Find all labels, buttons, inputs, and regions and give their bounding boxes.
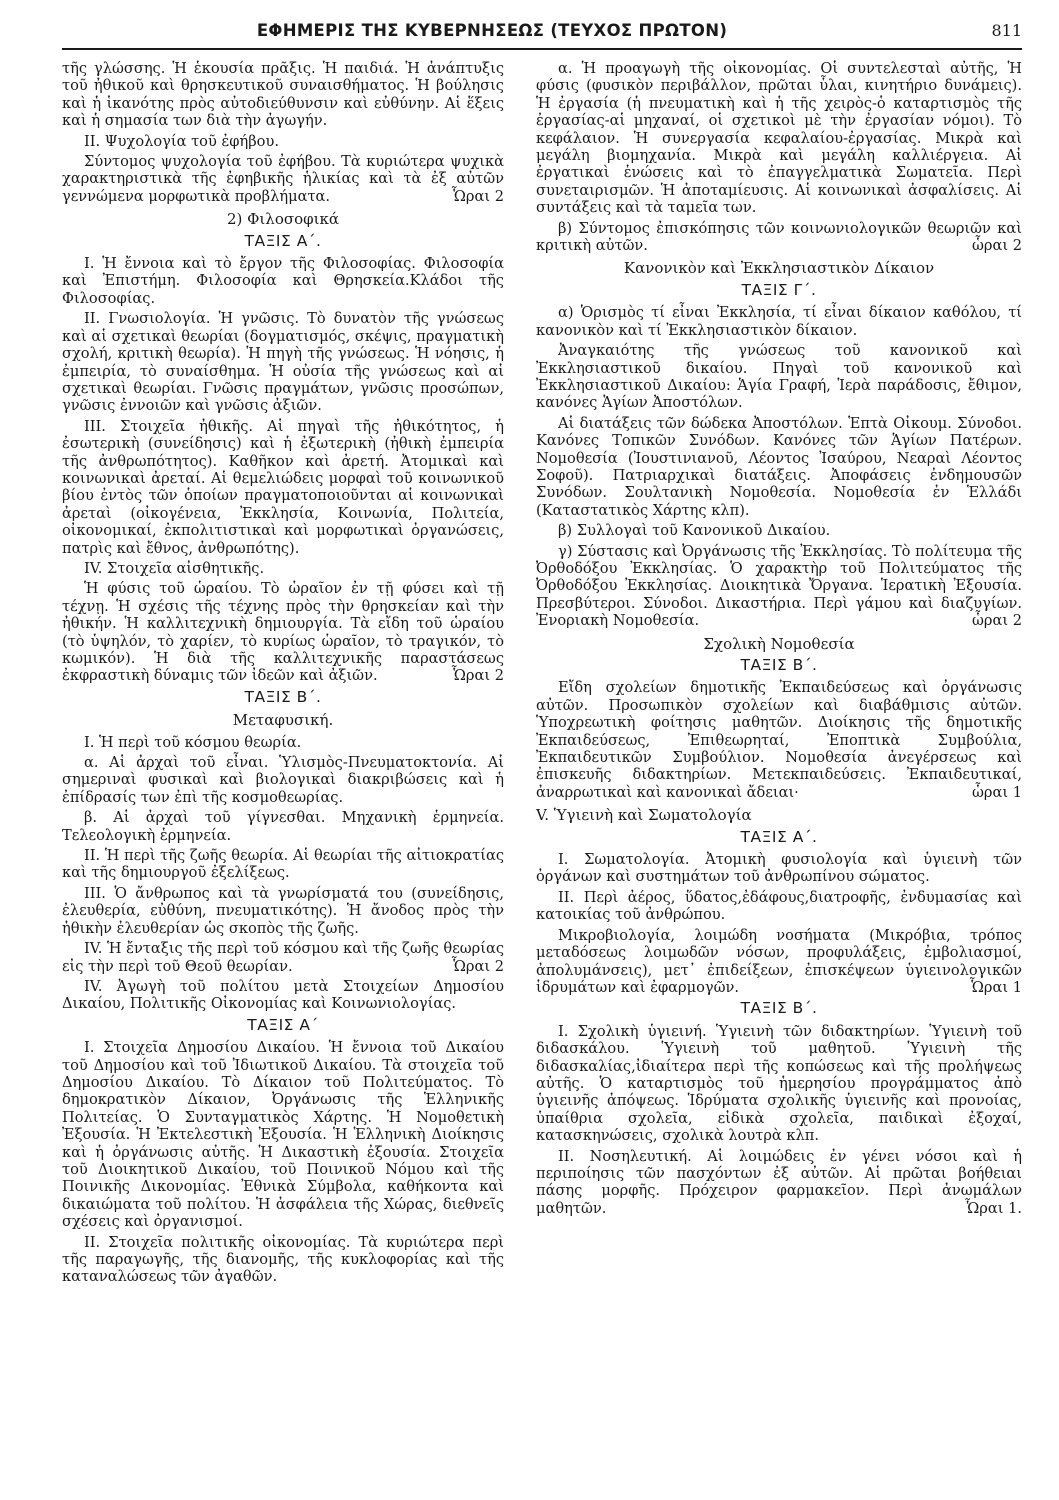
paragraph: Ἀναγκαιότης τῆς γνώσεως τοῦ κανονικοῦ καὶ Ἐκκλησιαστικοῦ δικαίου. Πηγαὶ τοῦ κανονικοῦ καὶ Ἐκκλησιαστικοῦ Δικαίου: Ἁγία Γραφή, Ἱερὰ παράδοσις, ἔθιμον, κανόνες Ἁγίων Ἀποστόλων. — [536, 342, 1022, 412]
paragraph: β. Αἱ ἀρχαὶ τοῦ γίγνεσθαι. Μηχανικὴ ἑρμηνεία. Τελεολογικὴ ἑρμηνεία. — [62, 809, 504, 844]
gazette-title: ΕΦΗΜΕΡΙΣ ΤΗΣ ΚΥΒΕΡΝΗΣΕΩΣ (ΤΕΥΧΟΣ ΠΡΩΤΟΝ) — [256, 21, 728, 40]
header-rule — [62, 48, 1022, 50]
class-heading: ΤΑΞΙΣ Α΄ — [247, 1015, 319, 1034]
section-title: V. Ὑγιεινὴ καὶ Σωματολογία — [536, 806, 752, 825]
paragraph: τῆς γλώσσης. Ἡ ἑκουσία πρᾶξις. Ἡ παιδιά. Ἡ ἀνάπτυξις τοῦ ἠθικοῦ καὶ θρησκευτικοῦ συναισθήματος. Ἡ βούλησις καὶ ἡ ἱκανότης πρὸς αὐτοδιεύθυνσιν καὶ εὐθύνην. Αἱ ἕξεις καὶ ἡ σημασία των διὰ τὴν ἀγωγήν. — [62, 60, 504, 130]
paragraph — [536, 679, 1022, 801]
paragraph — [62, 580, 504, 684]
paragraph: ΙΙΙ. Στοιχεῖα ἠθικῆς. Αἱ πηγαὶ τῆς ἠθικότητος, ἡ ἐσωτερικὴ (συνείδησις) καὶ ἡ ἐξωτερικὴ (ἠθικὴ ἐμπειρία τῆς ἀνθρωπότητος). Καθῆκον καὶ ἀρετή. Ἀτομικαὶ καὶ κοινωνικαὶ ἀρεταί. Αἱ θεμελιώδεις μορφαὶ τοῦ κοινωνικοῦ βίου ἐντὸς τῶν ὁποίων πραγματοποιοῦνται αἱ κοινωνικαὶ ἀρεταὶ (οἰκογένεια, Ἐκκλησία, Κοινωνία, Πολιτεία, οἰκονομικαί, ἐκπολιτιστικαὶ καὶ μορφωτικαὶ ὀργανώσεις, πατρὶς καὶ ἔθνος, ἀνθρωπότης). — [62, 417, 504, 557]
paragraph-text: Εἴδη σχολείων δημοτικῆς Ἐκπαιδεύσεως καὶ ὀργάνωσις αὐτῶν. Προσωπικὸν σχολείων καὶ διαβάθμισις αὐτῶν. Ὑποχρεωτικὴ φοίτησις μαθητῶν. Διοίκησις τῆς δημοτικῆς Ἐκπαιδεύσεως, Ἐπιθεωρηταί, Ἐποπτικὰ Συμβούλια, Ἐκπαιδευτικῶν Συμβούλιον. Νομοθεσία ἀνεγέρσεως καὶ ἐπισκευῆς διδακτηρίων. Μετεκπαιδεύσεις. Ἐκπαιδευτικαί, ἀναρρωτικαὶ καὶ κανονικαὶ ἄδειαι· — [536, 679, 1022, 801]
class-heading: ΤΑΞΙΣ Α΄. — [740, 827, 818, 846]
class-heading: ΤΑΞΙΣ Γ΄. — [741, 280, 817, 299]
paragraph: ΙΙΙ. Ὁ ἄνθρωπος καὶ τὰ γνωρίσματά του (συνείδησις, ἐλευθερία, εὐθύνη, πνευματικότης). Ἡ ἄνοδος πρὸς τὴν ἠθικὴν ἐλευθερίαν ὡς σκοπὸς τῆς ζωῆς. — [62, 884, 504, 937]
hours-note: Ὧραι 1. — [965, 1199, 1022, 1217]
paragraph-text: Μικροβιολογία, λοιμώδη νοσήματα (Μικρόβια, τρόπος μεταδόσεως λοιμωδῶν νόσων, προφυλάξεις, ἐμβολιασμοί, ἀπολυμάνσεις), μετ᾿ ἐπιδείξεων, ἐπισκέψεων ὑγιεινολογικῶν ἱδρυμάτων καὶ ἐφαρμογῶν. — [536, 926, 1022, 996]
paragraph — [536, 220, 1022, 255]
paragraph: Ι. Σωματολογία. Ἀτομικὴ φυσιολογία καὶ ὑγιεινὴ τῶν ὀργάνων καὶ συστημάτων τοῦ ἀνθρωπίνου σώματος. — [536, 851, 1022, 886]
hours-note: ὧραι 1 — [972, 783, 1022, 801]
hours-note: Ὧραι 2 — [451, 957, 504, 975]
hours-note: Ὧραι 2 — [451, 187, 504, 205]
class-heading: ΤΑΞΙΣ Β΄. — [244, 687, 322, 706]
paragraph — [536, 927, 1022, 997]
paragraph-text: ΙV. Ἡ ἔνταξις τῆς περὶ τοῦ κόσμου καὶ τῆς ζωῆς θεωρίας εἰς τὴν περὶ τοῦ Θεοῦ θεωρίαν. — [62, 940, 505, 975]
section-title: Σχολικὴ Νομοθεσία — [703, 634, 855, 653]
paragraph-text: ΙΙ. Νοσηλευτική. Αἱ λοιμώδεις ἐν γένει νόσοι καὶ ἡ περιποίησις τῶν πασχόντων ἐξ αὐτῶν. Αἱ πρῶται βοήθειαι πάσης μορφῆς. Πρόχειρον φαρμακεῖον. Περὶ ἀνωμάλων μαθητῶν. — [536, 1147, 1022, 1217]
section-title: Μεταφυσική. — [232, 711, 334, 730]
subsection-heading: β) Συλλογαὶ τοῦ Κανονικοῦ Δικαίου. — [558, 522, 831, 540]
paragraph-text: Σύντομος ψυχολογία τοῦ ἐφήβου. Τὰ κυριώτερα ψυχικὰ χαρακτηριστικὰ τῆς ἐφηβικῆς ἡλικίας καὶ τὰ ἐξ αὐτῶν γεννώμενα μορφωτικὰ προβλήματα. — [62, 153, 504, 205]
paragraph — [536, 1148, 1022, 1218]
class-heading: ΤΑΞΙΣ Β΄. — [740, 656, 818, 674]
section-title: Κανονικὸν καὶ Ἐκκλησιαστικὸν Δίκαιον — [623, 259, 935, 278]
paragraph-text: β) Σύντομος ἐπισκόπησις τῶν κοινωνιολογικῶν θεωριῶν καὶ κριτικὴ αὐτῶν. — [536, 219, 1022, 255]
paragraph — [62, 153, 504, 205]
class-heading: ΤΑΞΙΣ Α΄. — [244, 231, 322, 250]
paragraph: ΙΙ. Περὶ ἀέρος, ὕδατος,ἐδάφους,διατροφῆς, ἐνδυμασίας καὶ κατοικίας τοῦ ἀνθρώπου. — [536, 888, 1022, 924]
hours-note: ὧραι 2 — [972, 612, 1022, 630]
page-header — [62, 22, 1022, 48]
section-title: 2) Φιλοσοφικά — [226, 210, 340, 229]
hours-note: Ὧραι 1 — [969, 978, 1022, 996]
subsection-heading: Ι. Ἡ περὶ τοῦ κόσμου θεωρία. — [84, 733, 302, 751]
paragraph: Ι. Στοιχεῖα Δημοσίου Δικαίου. Ἡ ἔννοια τοῦ Δικαίου τοῦ Δημοσίου καὶ τοῦ Ἰδιωτικοῦ Δικαίου. Τὰ στοιχεῖα τοῦ Δημοσίου Δικαίου. Τὸ Δίκαιον τοῦ Πολιτεύματος. Τὸ δημοκρατικὸν Δίκαιον, Ὀργάνωσις τῆς Ἑλληνικῆς Πολιτείας. Ὁ Συνταγματικὸς Χάρτης. Ἡ Νομοθετικὴ Ἐξουσία. Ἡ Ἐκτελεστικὴ Ἐξουσία. Ἡ Ἑλληνικὴ Διοίκησις καὶ ἡ ὀργάνωσις αὐτῆς. Ἡ Δικαστικὴ ἐξουσία. Στοιχεῖα τοῦ Διοικητικοῦ Δικαίου, τοῦ Ποινικοῦ Νόμου καὶ τῆς Ποινικῆς Δικονομίας. Ἐθνικὰ Σύμβολα, καθήκοντα καὶ δικαιώματα τοῦ πολίτου. Ἡ ἀσφάλεια τῆς Χώρας, διεθνεῖς σχέσεις καὶ ὀργανισμοί. — [62, 1039, 504, 1231]
hours-note: Ὧραι 2 — [451, 667, 504, 685]
paragraph: α) Ὁρισμὸς τί εἶναι Ἐκκλησία, τί εἶναι δίκαιον καθόλου, τί κανονικὸν καὶ τί Ἐκκλησιαστικὸν δίκαιον. — [536, 304, 1022, 339]
hours-note: ὧραι 2 — [972, 237, 1022, 255]
paragraph: α. Αἱ ἀρχαὶ τοῦ εἶναι. Ὑλισμὸς-Πνευματοκτονία. Αἱ σημεριναὶ φυσικαὶ καὶ βιολογικαὶ διακριβώσεις καὶ ἡ ἐπίδρασίς των ἐπὶ τῆς κοσμοθεωρίας. — [62, 754, 504, 806]
paragraph: Ι. Ἡ ἔννοια καὶ τὸ ἔργον τῆς Φιλοσοφίας. Φιλοσοφία καὶ Ἐπιστήμη. Φιλοσοφία καὶ Θρησκεία.Κλάδοι τῆς Φιλοσοφίας. — [62, 255, 504, 307]
paragraph: Αἱ διατάξεις τῶν δώδεκα Ἀποστόλων. Ἑπτὰ Οἰκουμ. Σύνοδοι. Κανόνες Τοπικῶν Συνόδων. Κανόνες τῶν Ἁγίων Πατέρων. Νομοθεσία (Ἰουστινιανοῦ, Λέοντος Ἰσαύρου, Νεαραὶ Λέοντος Σοφοῦ). Πατριαρχικαὶ διατάξεις. Ἀποφάσεις ἐνδημουσῶν Συνόδων. Σουλτανικὴ Νομοθεσία. Νομοθεσία ἐν Ἑλλάδι (Καταστατικὸς Χάρτης κλπ). — [536, 414, 1022, 519]
paragraph — [536, 543, 1022, 630]
paragraph: ΙΙ. Ἡ περὶ τῆς ζωῆς θεωρία. Αἱ θεωρίαι τῆς αἰτιοκρατίας καὶ τῆς δημιουργοῦ ἐξελίξεως. — [62, 847, 504, 882]
left-column — [62, 60, 504, 1289]
section-title: ΙV. Ἀγωγὴ τοῦ πολίτου μετὰ Στοιχείων Δημοσίου Δικαίου, Πολιτικῆς Οἰκονομίας καὶ Κοινωνιολογίας. — [62, 977, 504, 1013]
paragraph-text: Ἡ φύσις τοῦ ὡραίου. Τὸ ὡραῖον ἐν τῇ φύσει καὶ τῇ τέχνῃ. Ἡ σχέσις τῆς τέχνης πρὸς τὴν θρησκείαν καὶ τὴν ἠθικήν. Ἡ καλλιτεχνικὴ δημιουργία. Τὰ εἴδη τοῦ ὡραίου (τὸ ὑψηλόν, τὸ χαρίεν, τὸ κυρίως ὡραῖον, τὸ τραγικόν, τὸ κωμικόν). Ἡ διὰ τῆς καλλιτεχνικῆς παραστάσεως ἐκφραστικὴ δύναμις τῶν ἰδεῶν καὶ ἀξιῶν. — [62, 580, 504, 685]
paragraph: ΙΙ. Στοιχεῖα πολιτικῆς οἰκονομίας. Τὰ κυριώτερα περὶ τῆς παραγωγῆς, τῆς διανομῆς, τῆς κυκλοφορίας καὶ τῆς καταναλώσεως τῶν ἀγαθῶν. — [62, 1233, 504, 1286]
paragraph — [62, 940, 504, 975]
paragraph: Ι. Σχολικὴ ὑγιεινή. Ὑγιεινὴ τῶν διδακτηρίων. Ὑγιεινὴ τοῦ διδασκάλου. Ὑγιεινὴ τοῦ μαθητοῦ. Ὑγιεινὴ τῆς διδασκαλίας,ἰδιαίτερα περὶ τῆς κοπώσεως καὶ τῆς προλήψεως αὐτῆς. Ὁ καταρτισμὸς τοῦ ἡμερησίου προγράμματος ἀπὸ ὑγιεινῆς ἀπόψεως. Ἱδρύματα σχολικῆς ὑγιεινῆς καὶ προνοίας, ὑπαίθρια σχολεῖα, εἰδικὰ σχολεῖα, παιδικαὶ ἐξοχαί, κατασκηνώσεις, σχολικὰ λουτρὰ κλπ. — [536, 1022, 1022, 1145]
right-column — [536, 60, 1022, 1220]
class-heading: ΤΑΞΙΣ Β΄. — [740, 999, 818, 1018]
paragraph-text: γ) Σύστασις καὶ Ὀργάνωσις τῆς Ἐκκλησίας. Τὸ πολίτευμα τῆς Ὀρθοδόξου Ἐκκλησίας. Ὁ χαρακτὴρ τοῦ Πολιτεύματος τῆς Ὀρθοδόξου Ἐκκλησίας. Διοικητικὰ Ὄργανα. Ἱερατικὴ Ἐξουσία. Πρεσβύτεροι. Σύνοδοι. Δικαστήρια. Περὶ γάμου καὶ διαζυγίων. Ἐνοριακὴ Νομοθεσία. — [536, 542, 1022, 630]
page-number: 811 — [991, 21, 1022, 40]
paragraph: ΙΙ. Γνωσιολογία. Ἡ γνῶσις. Τὸ δυνατὸν τῆς γνώσεως καὶ αἱ σχετικαὶ θεωρίαι (δογματισμός, σκέψις, πραγματικὴ σχολή, κριτικὴ θεωρία). Ἡ πηγὴ τῆς γνώσεως. Ἡ νόησις, ἡ ἐμπειρία, τὸ συναίσθημα. Ἡ οὐσία τῆς γνώσεως καὶ αἱ σχετικαὶ θεωρίαι. Γνῶσις πραγμάτων, γνῶσις προσώπων, γνῶσις ἐννοιῶν καὶ γνῶσις ἀξιῶν. — [62, 310, 504, 415]
subsection-heading: ΙV. Στοιχεῖα αἰσθητικῆς. — [84, 559, 265, 577]
subsection-heading: ΙΙ. Ψυχολογία τοῦ ἐφήβου. — [84, 132, 279, 150]
paragraph: α. Ἡ προαγωγὴ τῆς οἰκονομίας. Οἱ συντελεσταὶ αὐτῆς, Ἡ φύσις (φυσικὸν περιβάλλον, πρῶται ὗλαι, κινητήριο δυνάμεις). Ἡ ἐργασία (ἡ πνευματικὴ καὶ ἡ τῆς χειρὸς-ὁ καταρτισμὸς τῆς ἐργασίας-αἱ μηχαναί, οἱ σχετικοὶ μὲ τὴν ἐργασίαν νόμοι). Τὸ κεφάλαιον. Ἡ συνεργασία κεφαλαίου-ἐργασίας. Μικρὰ καὶ μεγάλη βιομηχανία. Μικρὰ καὶ μεγάλη καλλιέργεια. Αἱ ἐργατικαὶ ἑνώσεις καὶ τὸ ἐπαγγελματικὰ Σωματεῖα. Περὶ συνεταιρισμῶν. Ἡ ἀποταμίευσις. Αἱ κοινωνικαὶ ἀσφαλίσεις. Αἱ συντάξεις καὶ τὰ ταμεῖα των. — [536, 60, 1022, 217]
